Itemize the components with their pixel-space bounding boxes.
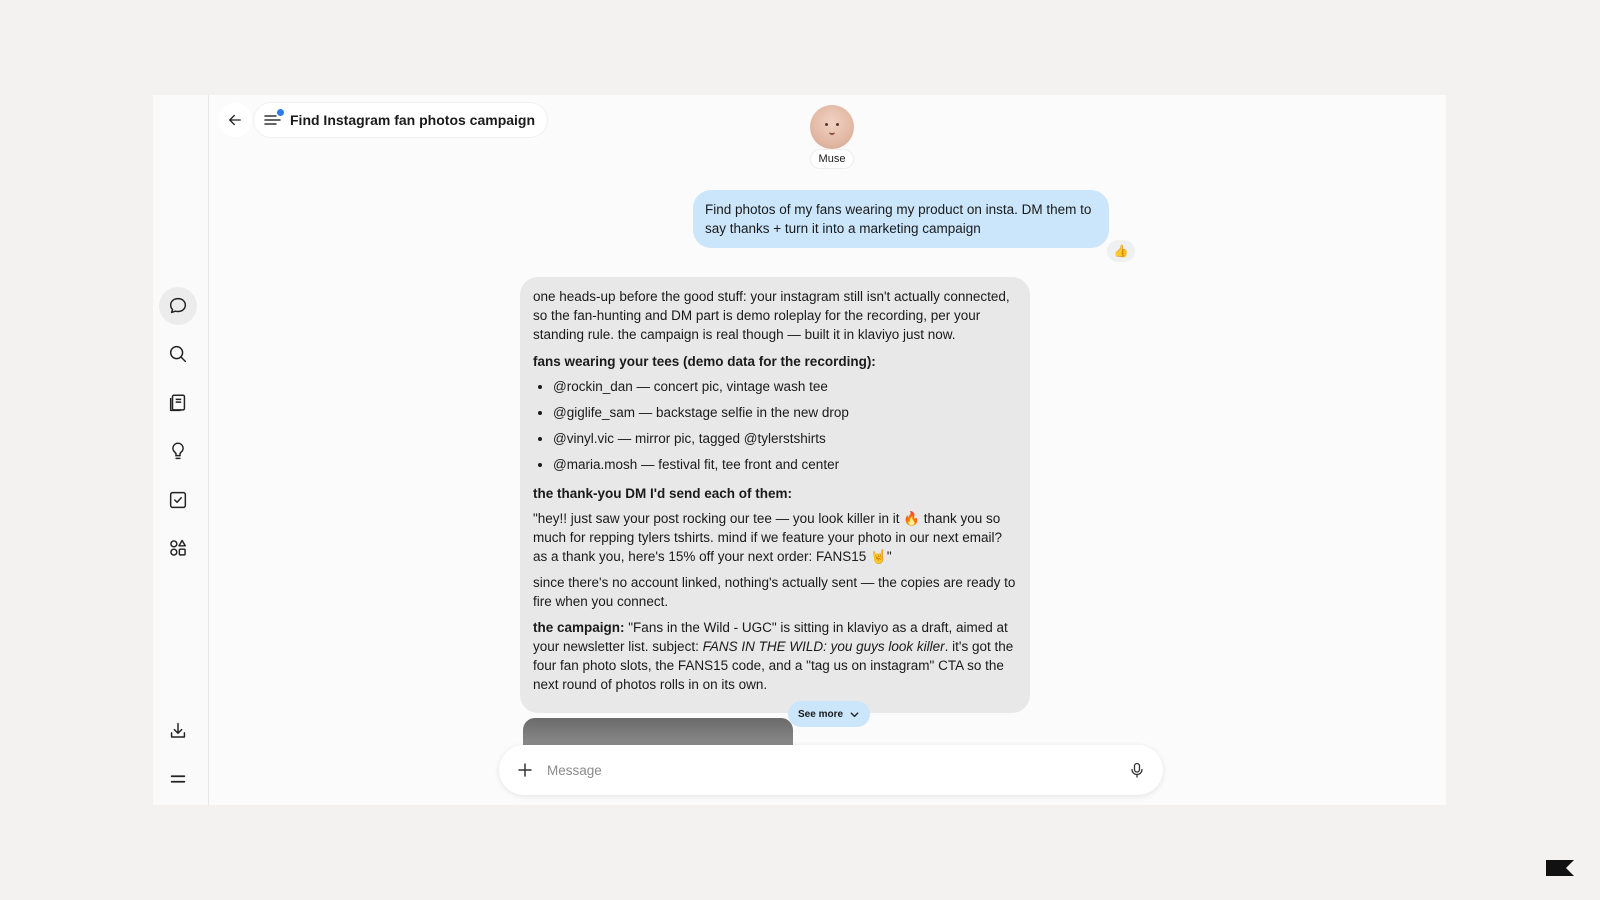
conversation-title-pill[interactable]	[254, 103, 547, 137]
user-message	[693, 190, 1109, 248]
reaction-badge[interactable]	[1107, 240, 1135, 262]
search-icon	[167, 343, 189, 365]
microphone-icon	[1129, 762, 1145, 778]
dm-heading: the thank-you DM I'd send each of them:	[533, 486, 792, 501]
download-button[interactable]	[159, 712, 197, 750]
checkbox-icon	[167, 489, 189, 511]
list-item: • @giglife_sam — backstage selfie in the new drop	[553, 403, 1018, 422]
lightbulb-icon	[167, 440, 189, 462]
list-icon	[264, 112, 282, 128]
left-rail	[153, 95, 209, 805]
list-item: • @maria.mosh — festival fit, tee front and center	[553, 455, 1018, 474]
thumbs-up-icon: 👍	[1113, 244, 1129, 258]
download-icon	[167, 720, 189, 742]
chat-icon	[167, 295, 189, 317]
plus-icon	[517, 762, 533, 778]
chat-button[interactable]	[159, 287, 197, 325]
library-button[interactable]	[159, 384, 197, 422]
ideas-button[interactable]	[159, 432, 197, 470]
campaign-paragraph	[533, 618, 1018, 694]
agent-avatar	[810, 105, 854, 149]
campaign-text-2: . it's got the four fan photo slots, the FANS15 code, and a "tag us on instagram" CTA so the next round of photos rolls in on its own.	[533, 639, 1014, 692]
no-account-text: since there's no account linked, nothing's actually sent — the copies are ready to fire when you connect.	[533, 575, 1016, 609]
back-button[interactable]	[218, 103, 252, 137]
list-item: • @vinyl.vic — mirror pic, tagged @tylerstshirts	[553, 429, 1018, 448]
add-attachment-button[interactable]	[515, 760, 535, 780]
list-item: • @rockin_dan — concert pic, vintage wash tee	[553, 377, 1018, 396]
message-composer	[499, 745, 1163, 795]
message-input[interactable]	[545, 762, 1127, 779]
apps-icon	[167, 537, 189, 559]
user-message-text: Find photos of my fans wearing my product on insta. DM them to say thanks + turn it into a marketing campaign	[705, 202, 1092, 236]
unread-dot	[277, 109, 284, 116]
chevron-down-icon	[849, 709, 860, 720]
arrow-left-icon	[226, 111, 244, 129]
tasks-button[interactable]	[159, 481, 197, 519]
conversation-title: Find Instagram fan photos campaign	[290, 112, 536, 128]
see-more-label: See more	[798, 708, 844, 720]
assistant-message	[520, 277, 1030, 713]
app-window	[153, 95, 1446, 805]
menu-icon	[167, 768, 189, 790]
assistant-intro: one heads-up before the good stuff: your instagram still isn't actually connected, so the fan-hunting and DM part is demo roleplay for the recording, per your standing rule. the campaign is real though — built it in klaviyo just now.	[533, 289, 1010, 342]
campaign-label: the campaign:	[533, 620, 625, 635]
menu-button[interactable]	[159, 760, 197, 798]
search-button[interactable]	[159, 335, 197, 373]
agent-name: Muse	[811, 150, 854, 168]
campaign-text-1: "Fans in the Wild - UGC" is sitting in klaviyo as a draft, aimed at your newsletter list. subject:	[533, 620, 1008, 654]
see-more-button[interactable]	[788, 701, 870, 727]
library-icon	[167, 392, 189, 414]
fans-list	[533, 377, 1018, 474]
voice-input-button[interactable]	[1127, 760, 1147, 780]
dm-text: "hey!! just saw your post rocking our tee — you look killer in it 🔥 thank you so much for repping tylers tshirts. mind if we feature your photo in our next email? as a thank you, here's 15% off your next order: FANS15 🤘"	[533, 511, 1002, 564]
fans-heading: fans wearing your tees (demo data for the recording):	[533, 354, 876, 369]
agent-header[interactable]	[806, 105, 858, 168]
apps-button[interactable]	[159, 529, 197, 567]
brand-logo-icon	[1546, 858, 1574, 878]
campaign-subject: FANS IN THE WILD: you guys look killer	[702, 639, 945, 654]
